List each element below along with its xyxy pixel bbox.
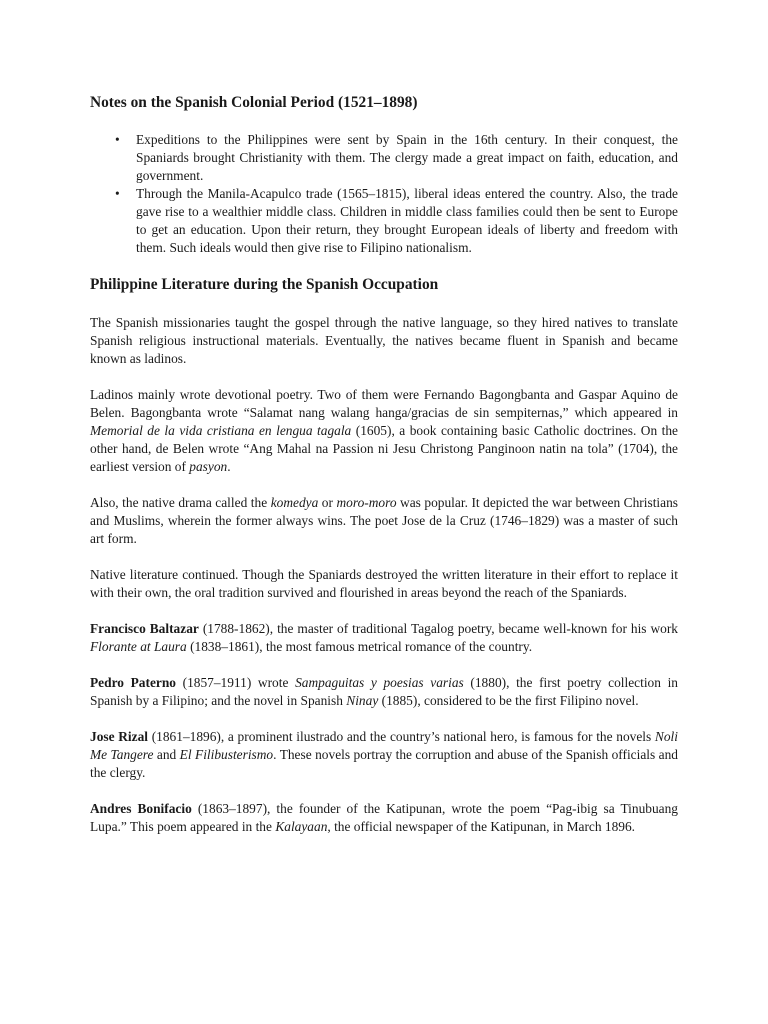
- bullet-list: [90, 131, 678, 257]
- paragraph-paterno: Pedro Paterno (1857–1911) wrote Sampaguitas y poesias varias (1880), the first poetry collection in Spanish by a Filipino; and the novel in Spanish Ninay (1885), considered to be the first Filipino novel.: [90, 675, 678, 708]
- bullet-item: • Expeditions to the Philippines were sent by Spain in the 16th century. In their conquest, the Spaniards brought Christianity with them. The clergy made a great impact on faith, education, and government.: [136, 131, 678, 185]
- document-title: Notes on the Spanish Colonial Period (1521–1898): [90, 94, 418, 111]
- paragraph-rizal: Jose Rizal (1861–1896), a prominent ilustrado and the country’s national hero, is famous for the novels Noli Me Tangere and El Filibusterismo. These novels portray the corruption and abuse of the Spanish officials and the clergy.: [90, 729, 678, 780]
- paragraph-bonifacio: Andres Bonifacio (1863–1897), the founder of the Katipunan, wrote the poem “Pag-ibig sa Tinubuang Lupa.” This poem appeared in the Kalayaan, the official newspaper of the Katipunan, in March 1896.: [90, 801, 679, 834]
- paragraph-komedya: Also, the native drama called the komedya or moro-moro was popular. It depicted the war between Christians and Muslims, wherein the former always wins. The poet Jose de la Cruz (1746–1829) was a master of such art form.: [90, 495, 678, 546]
- paragraph-ladinos: Ladinos mainly wrote devotional poetry. Two of them were Fernando Bagongbanta and Gaspar Aquino de Belen. Bagongbanta wrote “Salamat nang walang hanga/gracias de sin sempiternas,” which appeared in Memorial de la vida cristiana en lengua tagala (1605), a book containing basic Catholic doctrines. On the other hand, de Belen wrote “Ang Mahal na Passion ni Jesu Christong Panginoon natin na tola” (1704), the earliest version of pasyon.: [90, 387, 678, 474]
- bullet-item: • Through the Manila-Acapulco trade (1565–1815), liberal ideas entered the country. Also, the trade gave rise to a wealthier middle class. Children in middle class families could then be sent to Europe to get an education. Upon their return, they brought European ideals of liberty and freedom with them. Such ideals would then give rise to Filipino nationalism.: [136, 185, 678, 257]
- paragraph-missionaries: The Spanish missionaries taught the gospel through the native language, so they hired natives to translate Spanish religious instructional materials. Eventually, the natives became fluent in Spanish and became known as ladinos.: [90, 315, 678, 366]
- document-page: [90, 93, 678, 854]
- paragraph-baltazar: Francisco Baltazar (1788-1862), the master of traditional Tagalog poetry, became well-known for his work Florante at Laura (1838–1861), the most famous metrical romance of the country.: [90, 621, 678, 654]
- section-heading: Philippine Literature during the Spanish Occupation: [90, 276, 439, 293]
- paragraph-native-literature: Native literature continued. Though the Spaniards destroyed the written literature in their effort to replace it with their own, the oral tradition survived and flourished in areas beyond the reach of the Spaniards.: [90, 567, 678, 600]
